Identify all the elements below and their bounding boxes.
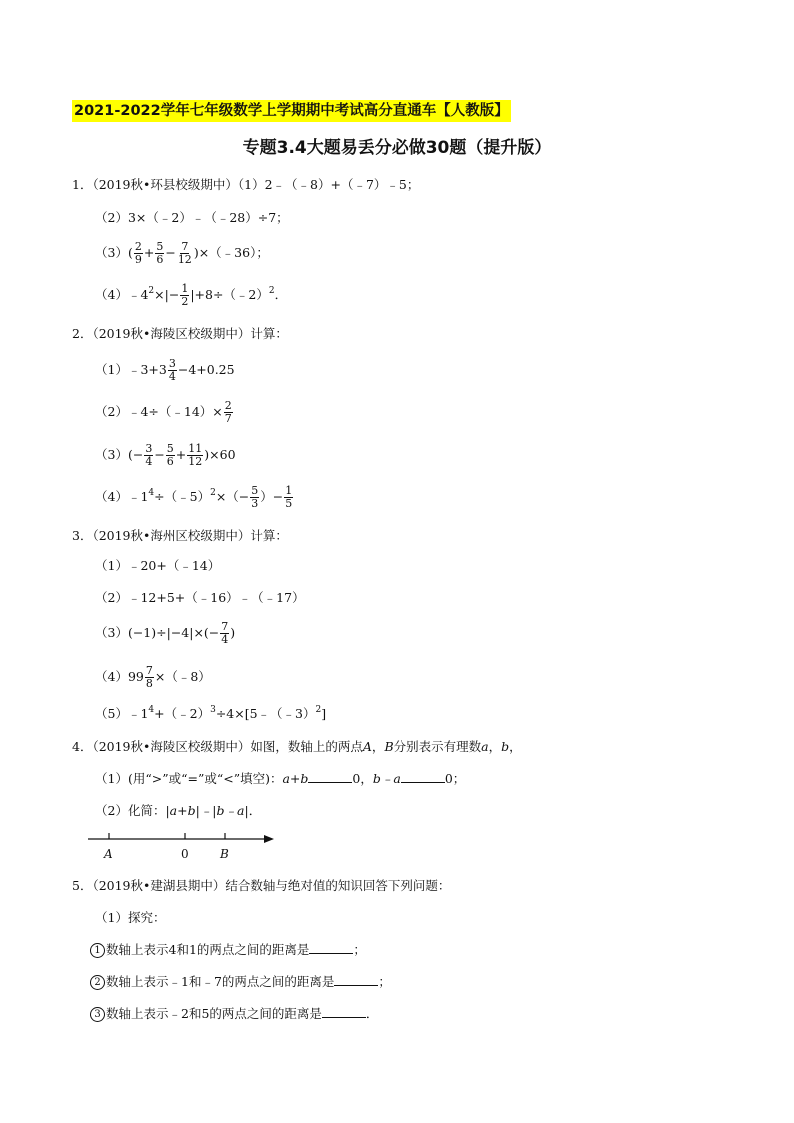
question-3-header — [72, 527, 288, 545]
point-b-label: B — [220, 847, 229, 861]
circled-number: 3 — [90, 1007, 105, 1022]
q5-item-2: 2 数轴上表示﹣1和﹣7的两点之间的距离是 ； — [90, 973, 391, 991]
fraction: $\frac{5}{6}$ — [156, 240, 164, 266]
circled-number: 2 — [90, 975, 105, 990]
fraction: $\frac{11}{12}$ — [188, 442, 203, 468]
answer-blank[interactable] — [401, 770, 445, 783]
question-source: （2019秋•建湖县期中）结合数轴与绝对值的知识回答下列问题： — [92, 878, 451, 893]
fraction: $\frac{3}{4}$ — [168, 357, 176, 383]
q1-part-3: （3）( $\frac{2}{9}$ + $\frac{5}{6}$ − $\frac{7}{12}$ )×（﹣36）； — [95, 240, 269, 266]
circled-number: 1 — [90, 943, 105, 958]
question-number: 1． — [72, 177, 93, 192]
fraction: $\frac{5}{3}$ — [251, 484, 259, 510]
q2-part-4: $(4)﹣1^4\div(﹣5)^2\times(-$ $\frac{5}{3}$ ）− $\frac{1}{5}$ — [95, 484, 293, 510]
question-5-header — [72, 877, 450, 895]
answer-blank[interactable] — [309, 941, 353, 954]
point-a-label: A — [104, 847, 113, 861]
q4-part-1: （1）(用“>”或“=”或“<”填空)：a+b 0，b﹣a 0； — [95, 771, 466, 786]
fraction: $\frac{1}{5}$ — [285, 484, 293, 510]
q2-part-3: （3）(− $\frac{3}{4}$ − $\frac{5}{6}$ + $\frac{11}{12}$ )×60 — [95, 442, 236, 468]
fraction: $\frac{2}{7}$ — [224, 399, 232, 425]
q3-part-3: （3）(−1)÷|−4|×(− $\frac{7}{4}$ ) — [95, 620, 236, 646]
question-number: 2． — [72, 326, 93, 341]
q1-part-4: $(4)﹣4^2\times|-$ $\frac{1}{2}$ |+8÷（﹣2）$^2$． — [95, 282, 288, 308]
q3-part-4: （4）99 $\frac{7}{8}$ ×（﹣8） — [95, 664, 211, 690]
document-title: 专题3.4大题易丢分必做30题（提升版） — [242, 138, 552, 158]
question-source: （2019秋•海陵区校级期中）计算： — [92, 326, 288, 341]
fraction: $\frac{7}{12}$ — [177, 240, 192, 266]
number-line-figure — [88, 826, 278, 866]
q2-part-1: （1）﹣3+3 $\frac{3}{4}$ −4+0.25 — [95, 357, 235, 383]
q5-part-1: （1）探究： — [95, 910, 166, 925]
question-number: 4． — [72, 739, 93, 754]
question-1-header — [72, 176, 419, 194]
origin-label: 0 — [181, 847, 189, 861]
fraction: $\frac{2}{9}$ — [134, 240, 142, 266]
question-2-header — [72, 325, 288, 343]
question-4-header: 4．（2019秋•海陵区校级期中）如图，数轴上的两点A，B分别表示有理数a，b， — [72, 739, 522, 754]
answer-blank[interactable] — [308, 770, 352, 783]
question-source: （2019秋•环县校级期中） — [92, 177, 238, 192]
q2-part-2: （2）﹣4÷（﹣14）× $\frac{2}{7}$ — [95, 399, 232, 425]
answer-blank[interactable] — [322, 1005, 366, 1018]
fraction: $\frac{7}{8}$ — [145, 664, 153, 690]
sub-question: （1）2﹣（﹣8）+（﹣7）﹣5； — [237, 177, 420, 192]
question-source: （2019秋•海州区校级期中）计算： — [92, 528, 288, 543]
series-banner: 2021-2022学年七年级数学上学期期中考试高分直通车【人教版】 — [72, 100, 511, 122]
question-number: 3． — [72, 528, 93, 543]
q3-part-1: （1）﹣20+（﹣14） — [95, 558, 221, 573]
answer-blank[interactable] — [334, 973, 378, 986]
question-number: 5． — [72, 878, 93, 893]
q4-part-2: （2）化简：|a+b|﹣|b﹣a|． — [95, 803, 262, 818]
q5-item-1: 1 数轴上表示4和1的两点之间的距离是 ； — [90, 941, 366, 959]
fraction: $\frac{1}{2}$ — [181, 282, 189, 308]
q5-item-3: 3 数轴上表示﹣2和5的两点之间的距离是 ． — [90, 1005, 378, 1023]
fraction: $\frac{7}{4}$ — [221, 620, 229, 646]
number-line-axis — [88, 826, 278, 848]
q1-part-2: （2）3×（﹣2）﹣（﹣28）÷7； — [95, 210, 289, 225]
fraction: $\frac{3}{4}$ — [145, 442, 153, 468]
q3-part-2: （2）﹣12+5+（﹣16）﹣（﹣17） — [95, 590, 305, 605]
q3-part-5: $(5)﹣1^4+(﹣2)^3\div 4\times[5﹣(﹣3)^2]$ — [95, 705, 327, 721]
fraction: $\frac{5}{6}$ — [166, 442, 174, 468]
